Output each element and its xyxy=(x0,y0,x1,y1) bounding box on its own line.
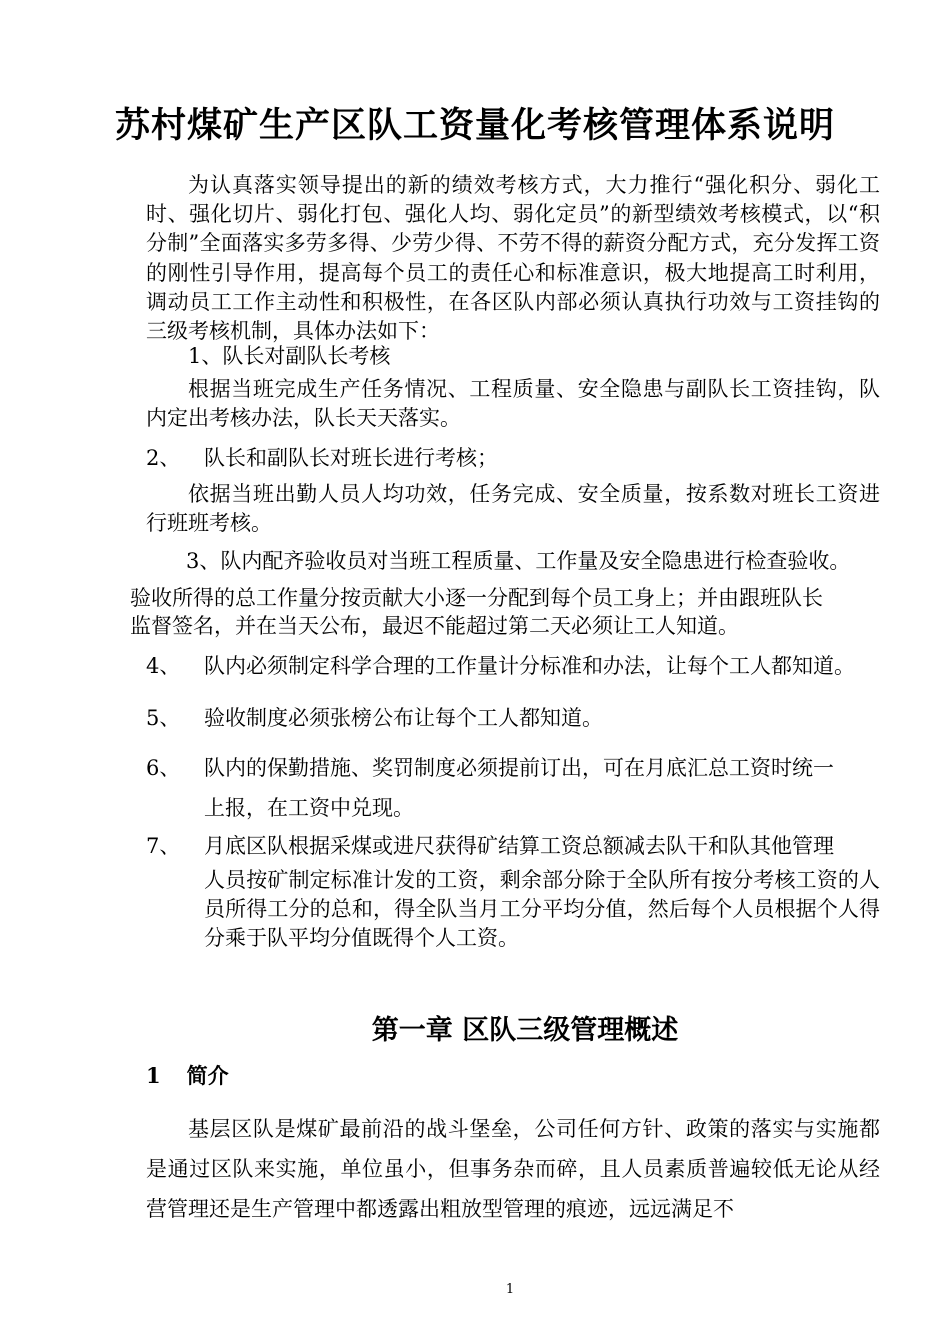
item-2-text: 队长和副队长对班长进行考核； xyxy=(204,446,498,470)
item-2-body: 依据当班出勤人员人均功效，任务完成、安全质量，按系数对班长工资进行班班考核。 xyxy=(146,482,880,536)
page-number: 1 xyxy=(505,1282,515,1297)
section-number: 1 xyxy=(146,1063,161,1088)
item-3-line-3: 监督签名，并在当天公布，最迟不能超过第二天必须让工人知道。 xyxy=(130,614,739,638)
item-1-heading: 1、队长对副队长考核 xyxy=(188,344,391,368)
chapter-title: 第一章 区队三级管理概述 xyxy=(371,1015,679,1046)
item-3-line-2: 验收所得的总工作量分按贡献大小逐一分配到每个员工身上；并由跟班队长 xyxy=(130,586,823,610)
item-4-text: 队内必须制定科学合理的工作量计分标准和办法，让每个工人都知道。 xyxy=(204,654,855,678)
item-6-line-1: 队内的保勤措施、奖罚制度必须提前订出，可在月底汇总工资时统一 xyxy=(204,756,834,780)
item-7-line-1: 月底区队根据采煤或进尺获得矿结算工资总额减去队干和队其他管理 xyxy=(204,834,834,858)
document-title: 苏村煤矿生产区队工资量化考核管理体系说明 xyxy=(114,105,835,146)
item-7-body: 人员按矿制定标准计发的工资，剩余部分除于全队所有按分考核工资的人员所得工分的总和，得全队当月工分平均分值，然后每个人员根据个人得分乘于队平均分值既得个人工资。 xyxy=(204,868,880,951)
intro-paragraph: 为认真落实领导提出的新的绩效考核方式，大力推行“强化积分、弱化工时、强化切片、弱化打包、强化人均、弱化定员”的新型绩效考核模式，以“积分制”全面落实多劳多得、少劳少得、不劳不得的薪资分配方式，充分发挥工资的刚性引导作用，提高每个员工的责任心和标准意识，极大地提高工时利用，调动员工工作主动性和积极性，在各区队内部必须认真执行功效与工资挂钩的三级考核机制，具体办法如下： xyxy=(146,173,880,344)
item-7-number: 7、 xyxy=(146,834,181,858)
item-2-number: 2、 xyxy=(146,446,181,470)
section-title: 简介 xyxy=(186,1063,229,1088)
item-5-number: 5、 xyxy=(146,706,181,730)
item-5-text: 验收制度必须张榜公布让每个工人都知道。 xyxy=(204,706,603,730)
section-body: 基层区队是煤矿最前沿的战斗堡垒，公司任何方针、政策的落实与实施都是通过区队来实施，单位虽小，但事务杂而碎，且人员素质普遍较低无论从经营管理还是生产管理中都透露出粗放型管理的痕迹，远远满足不 xyxy=(146,1117,880,1221)
section-heading xyxy=(146,1060,229,1090)
item-6-number: 6、 xyxy=(146,756,181,780)
item-6-line-2: 上报，在工资中兑现。 xyxy=(204,796,414,820)
item-1-body: 根据当班完成生产任务情况、工程质量、安全隐患与副队长工资挂钩，队内定出考核办法，队长天天落实。 xyxy=(146,377,880,431)
item-3-line-1: 3、队内配齐验收员对当班工程质量、工作量及安全隐患进行检查验收。 xyxy=(186,549,851,573)
item-4-number: 4、 xyxy=(146,654,181,678)
